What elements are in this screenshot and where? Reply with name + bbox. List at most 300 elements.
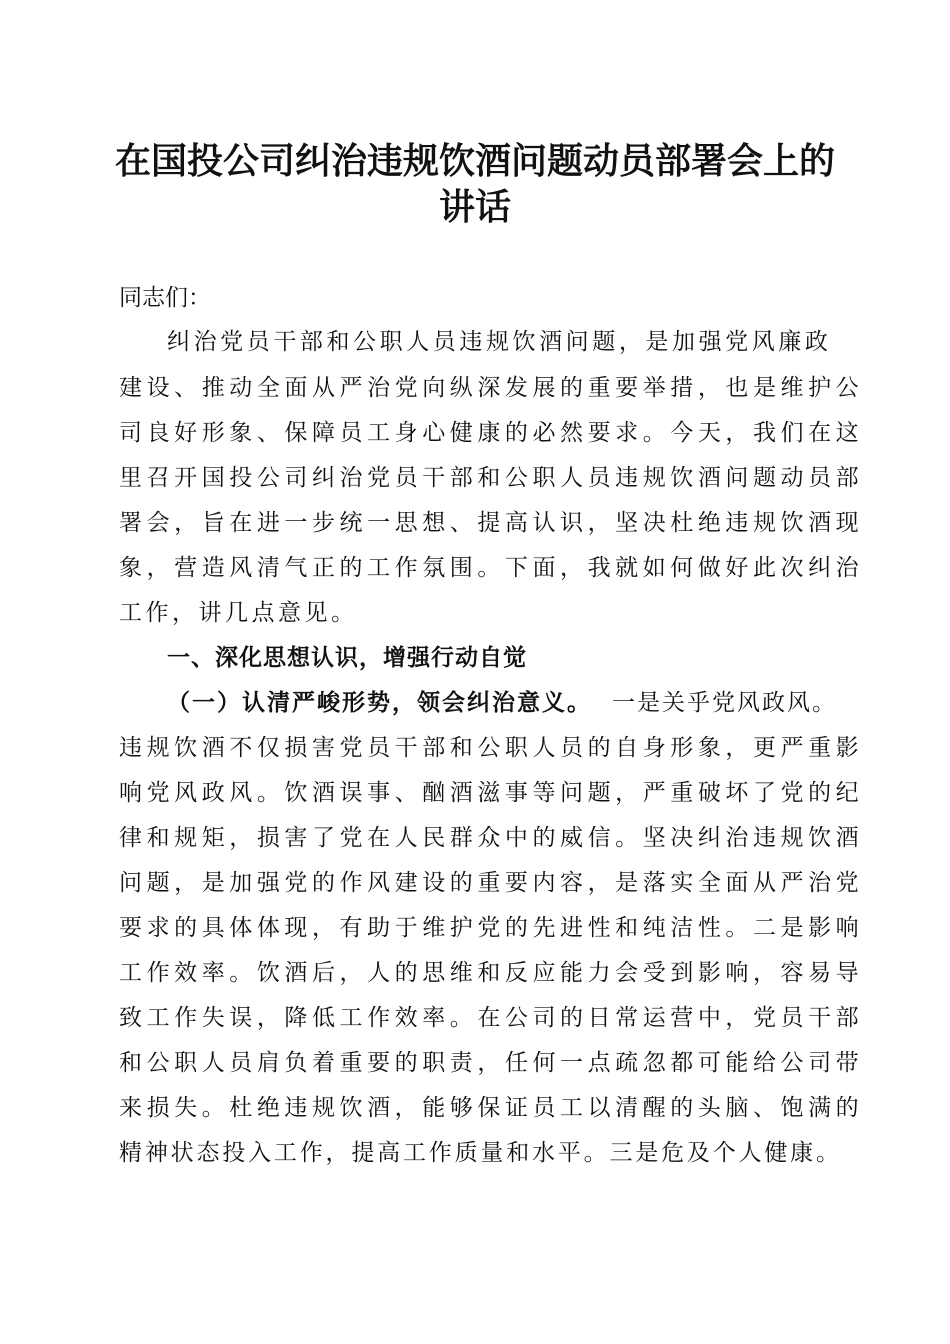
glyph: 了 (752, 780, 776, 806)
glyph: 人 (367, 960, 391, 986)
glyph: 识 (560, 510, 583, 536)
glyph: 容 (780, 960, 804, 986)
glyph: 。 (642, 420, 666, 446)
body-line (119, 996, 859, 1040)
glyph: 反 (504, 960, 528, 986)
glyph: 饮 (339, 1095, 363, 1121)
glyph: 好 (725, 555, 749, 581)
glyph: 酒 (367, 1095, 391, 1121)
body-line (119, 816, 859, 860)
glyph: 矩 (201, 825, 225, 851)
glyph: 康 (477, 420, 501, 446)
glyph: 效 (174, 960, 198, 986)
glyph: 作 (428, 1140, 452, 1166)
glyph: 工 (367, 420, 391, 446)
glyph: 体 (229, 915, 253, 941)
glyph: 着 (311, 1050, 335, 1076)
glyph: ， (394, 1095, 418, 1121)
glyph: 纯 (642, 915, 666, 941)
glyph: 党 (220, 329, 244, 355)
glyph: 民 (422, 825, 446, 851)
glyph: 风 (367, 870, 391, 896)
glyph: 酒 (201, 735, 225, 761)
glyph: 滋 (477, 780, 501, 806)
glyph: 效 (394, 1005, 418, 1031)
glyph: 影 (835, 735, 859, 761)
glyph: 重 (808, 735, 832, 761)
glyph: 工 (119, 960, 142, 986)
glyph: 纠 (697, 825, 721, 851)
glyph: 、 (256, 420, 280, 446)
glyph: 和 (477, 960, 501, 986)
glyph: 深 (477, 375, 501, 401)
glyph: 饮 (670, 465, 694, 491)
glyph: 员 (229, 1050, 253, 1076)
glyph: 误 (229, 1005, 253, 1031)
glyph: 的 (504, 915, 528, 941)
glyph: 损 (284, 735, 308, 761)
glyph: 人 (738, 1140, 762, 1166)
glyph: 失 (201, 1005, 225, 1031)
glyph: 国 (201, 465, 225, 491)
glyph: 肩 (256, 1050, 280, 1076)
glyph: 纠 (167, 329, 190, 355)
glyph: 保 (284, 420, 308, 446)
glyph: 在 (367, 825, 391, 851)
glyph: 认 (532, 510, 556, 536)
glyph: 干 (273, 329, 297, 355)
glyph: 够 (449, 1095, 473, 1121)
glyph: 饮 (780, 510, 804, 536)
glyph: 重 (477, 870, 501, 896)
paragraph-line (119, 501, 859, 545)
glyph: 高 (377, 1140, 401, 1166)
glyph: 规 (174, 825, 198, 851)
glyph: 会 (146, 510, 170, 536)
glyph: 影 (808, 915, 832, 941)
glyph: 。 (256, 780, 280, 806)
glyph: 率 (201, 960, 225, 986)
glyph: 个 (712, 1140, 736, 1166)
glyph: 职 (174, 1050, 198, 1076)
glyph: 此 (752, 555, 776, 581)
glyph: 饮 (174, 735, 198, 761)
glyph: 工 (146, 1005, 170, 1031)
glyph: 于 (394, 915, 418, 941)
glyph: 题 (592, 329, 616, 355)
glyph: 们 (780, 420, 804, 446)
glyph: 都 (670, 1050, 694, 1076)
glyph: 员 (339, 420, 363, 446)
glyph: 治 (193, 329, 217, 355)
glyph: 象 (119, 555, 142, 581)
glyph: 二 (752, 915, 776, 941)
glyph: ， (752, 960, 776, 986)
glyph: 威 (560, 825, 583, 851)
glyph: 全 (697, 870, 721, 896)
glyph: 设 (146, 375, 170, 401)
glyph: 态 (196, 1140, 220, 1166)
glyph: 。 (615, 825, 639, 851)
glyph: 饮 (512, 329, 536, 355)
subsection-heading: （一）认清严峻形势，领会纠治意义。 (167, 690, 592, 716)
glyph: 在 (808, 420, 832, 446)
glyph: 工 (402, 1140, 426, 1166)
glyph: 风 (229, 555, 253, 581)
glyph: 性 (697, 915, 721, 941)
glyph: 规 (311, 1095, 335, 1121)
glyph: 疏 (615, 1050, 639, 1076)
glyph: 心 (422, 420, 446, 446)
glyph: 中 (504, 825, 528, 851)
glyph: 响 (835, 915, 859, 941)
glyph: 杜 (229, 1095, 253, 1121)
glyph: 维 (449, 960, 473, 986)
glyph: 风 (174, 780, 198, 806)
glyph: 提 (477, 510, 501, 536)
glyph: 和 (326, 329, 350, 355)
glyph: 职 (504, 735, 528, 761)
body-line (119, 726, 859, 770)
glyph: 身 (394, 420, 418, 446)
glyph: 清 (256, 555, 280, 581)
glyph: 必 (532, 420, 556, 446)
glyph: 违 (459, 329, 483, 355)
glyph: 能 (725, 1050, 749, 1076)
glyph: 人 (406, 329, 430, 355)
glyph: 保 (477, 1095, 501, 1121)
glyph: 护 (449, 915, 473, 941)
glyph: 坚 (615, 510, 639, 536)
glyph: 面 (725, 870, 749, 896)
subsection-line (167, 681, 837, 725)
glyph: 何 (670, 555, 694, 581)
glyph: 司 (532, 1005, 556, 1031)
glyph: 在 (477, 1005, 501, 1031)
glyph: 作 (299, 1140, 323, 1166)
glyph: 及 (686, 1140, 710, 1166)
section-heading: 一、深化思想认识，增强行动自觉 (167, 645, 527, 671)
glyph: 思 (422, 960, 446, 986)
glyph: 里 (119, 465, 142, 491)
glyph: 的 (311, 870, 335, 896)
glyph: 、 (394, 780, 418, 806)
glyph: 严 (780, 870, 804, 896)
glyph: ， (339, 960, 363, 986)
glyph: 职 (379, 329, 403, 355)
glyph: 常 (615, 1005, 639, 1031)
glyph: 健 (764, 1140, 788, 1166)
glyph: 问 (560, 780, 583, 806)
glyph: 形 (201, 420, 225, 446)
glyph: 酒 (835, 825, 859, 851)
glyph: 。 (477, 555, 501, 581)
body-line (119, 771, 859, 815)
glyph: 。 (229, 960, 253, 986)
glyph: 自 (615, 735, 639, 761)
glyph: 事 (504, 780, 528, 806)
glyph: 我 (587, 555, 611, 581)
paragraph-line (119, 456, 859, 500)
glyph: 纠 (808, 555, 832, 581)
glyph: 治 (808, 870, 832, 896)
glyph: 强 (698, 329, 722, 355)
glyph: 员 (394, 465, 418, 491)
glyph: 酒 (697, 465, 721, 491)
glyph: 设 (422, 870, 446, 896)
glyph: 职 (422, 1050, 446, 1076)
glyph: 、 (449, 510, 473, 536)
glyph: 是 (615, 870, 639, 896)
glyph: 题 (752, 465, 776, 491)
glyph: 政 (804, 329, 828, 355)
glyph: 受 (642, 960, 666, 986)
glyph: ， (174, 510, 198, 536)
glyph: 治 (367, 375, 391, 401)
glyph: 仅 (256, 735, 280, 761)
glyph: ， (587, 510, 611, 536)
glyph: 提 (351, 1140, 375, 1166)
glyph: 更 (752, 735, 776, 761)
glyph: 。 (815, 1140, 839, 1166)
glyph: 统 (339, 510, 363, 536)
glyph: 酒 (808, 510, 832, 536)
glyph: 人 (532, 735, 556, 761)
glyph: 。 (201, 1095, 225, 1121)
glyph: 要 (504, 870, 528, 896)
paragraph-line (167, 320, 828, 364)
glyph: 治 (835, 555, 859, 581)
glyph: 作 (146, 960, 170, 986)
glyph: 是 (635, 1140, 659, 1166)
glyph: 治 (339, 465, 363, 491)
glyph: 证 (504, 1095, 528, 1121)
glyph: 忽 (642, 1050, 666, 1076)
glyph: 要 (119, 915, 142, 941)
glyph: 就 (615, 555, 639, 581)
glyph: 有 (339, 915, 363, 941)
glyph: ， (146, 555, 170, 581)
glyph: 全 (256, 375, 280, 401)
glyph: 旨 (201, 510, 225, 536)
glyph: 动 (780, 465, 804, 491)
glyph: ， (615, 780, 639, 806)
glyph: 干 (808, 1005, 832, 1031)
glyph: 误 (339, 780, 363, 806)
glyph: 强 (256, 870, 280, 896)
document-title-line-2: 讲话 (438, 186, 511, 228)
glyph: 事 (367, 780, 391, 806)
glyph: 的 (339, 555, 363, 581)
glyph: 干 (422, 465, 446, 491)
glyph: 的 (394, 1050, 418, 1076)
glyph: 推 (201, 375, 225, 401)
glyph: 进 (256, 510, 280, 536)
glyph: 维 (780, 375, 804, 401)
glyph: 氛 (422, 555, 446, 581)
glyph: 等 (532, 780, 556, 806)
glyph: 质 (454, 1140, 478, 1166)
glyph: 和 (449, 735, 473, 761)
glyph: 工 (367, 555, 391, 581)
glyph: 。 (583, 1140, 607, 1166)
glyph: 廉 (778, 329, 802, 355)
glyph: 先 (532, 915, 556, 941)
glyph: 身 (642, 735, 666, 761)
glyph: 严 (780, 735, 804, 761)
glyph: 的 (835, 1095, 859, 1121)
glyph: 工 (339, 1005, 363, 1031)
glyph: 部 (449, 465, 473, 491)
glyph: 水 (532, 1140, 555, 1166)
glyph: 题 (587, 780, 611, 806)
glyph: 围 (449, 555, 473, 581)
glyph: 影 (697, 960, 721, 986)
glyph: 重 (587, 375, 611, 401)
glyph: 也 (725, 375, 749, 401)
glyph: 员 (587, 465, 611, 491)
glyph: 危 (661, 1140, 685, 1166)
glyph: 。 (725, 915, 749, 941)
glyph: 求 (615, 420, 639, 446)
glyph: 责 (449, 1050, 473, 1076)
glyph: 加 (671, 329, 695, 355)
glyph: 不 (229, 735, 253, 761)
glyph: 三 (609, 1140, 633, 1166)
glyph: 饮 (808, 825, 832, 851)
glyph: 形 (670, 735, 694, 761)
glyph: 头 (697, 1095, 721, 1121)
glyph: 的 (670, 1095, 694, 1121)
glyph: 日 (587, 1005, 611, 1031)
body-line (119, 1131, 839, 1175)
glyph: 给 (752, 1050, 776, 1076)
glyph: 、 (174, 375, 198, 401)
glyph: 现 (284, 915, 308, 941)
glyph: 现 (835, 510, 859, 536)
glyph: 是 (201, 870, 225, 896)
glyph: 党 (367, 465, 391, 491)
glyph: 酒 (284, 960, 308, 986)
glyph: 公 (504, 1005, 528, 1031)
glyph: 正 (311, 555, 335, 581)
glyph: 是 (752, 375, 776, 401)
glyph: 投 (222, 1140, 246, 1166)
glyph: 害 (311, 735, 335, 761)
glyph: 做 (697, 555, 721, 581)
glyph: ， (725, 420, 749, 446)
glyph: 严 (642, 780, 666, 806)
glyph: 人 (201, 1050, 225, 1076)
glyph: 作 (339, 870, 363, 896)
glyph: 的 (394, 960, 418, 986)
glyph: 作 (367, 1005, 391, 1031)
glyph: 满 (808, 1095, 832, 1121)
glyph: 员 (246, 329, 270, 355)
glyph: 的 (504, 420, 528, 446)
glyph: ， (311, 915, 335, 941)
glyph: 清 (615, 1095, 639, 1121)
glyph: 以 (587, 1095, 611, 1121)
glyph: 和 (615, 915, 639, 941)
glyph: 营 (174, 555, 198, 581)
glyph: 员 (432, 329, 456, 355)
glyph: 规 (146, 735, 170, 761)
body-line (119, 1086, 859, 1130)
glyph: 点 (587, 1050, 611, 1076)
glyph: 规 (642, 465, 666, 491)
glyph: 要 (587, 420, 611, 446)
glyph: ， (725, 735, 749, 761)
glyph: 的 (560, 375, 583, 401)
glyph: 带 (835, 1050, 859, 1076)
glyph: 能 (560, 960, 583, 986)
glyph: 绝 (697, 510, 721, 536)
glyph: 向 (422, 375, 446, 401)
glyph: 建 (119, 375, 142, 401)
glyph: 展 (532, 375, 556, 401)
glyph: 和 (146, 825, 170, 851)
glyph: 了 (311, 825, 335, 851)
glyph: 康 (790, 1140, 814, 1166)
glyph: 群 (449, 825, 473, 851)
glyph: 入 (248, 1140, 272, 1166)
glyph: 政 (201, 780, 225, 806)
glyph: 次 (780, 555, 804, 581)
glyph: 决 (670, 825, 694, 851)
glyph: 面 (284, 375, 308, 401)
glyph: 能 (422, 1095, 446, 1121)
glyph: 的 (587, 735, 611, 761)
glyph: 状 (170, 1140, 194, 1166)
glyph: 干 (394, 735, 418, 761)
glyph: 应 (532, 960, 556, 986)
glyph: 公 (477, 735, 501, 761)
glyph: 损 (256, 825, 280, 851)
glyph: 坚 (642, 825, 666, 851)
document-title-line-1: 在国投公司纠治违规饮酒问题动员部署会上的 (114, 140, 835, 182)
glyph: 饮 (284, 780, 308, 806)
glyph: 运 (642, 1005, 666, 1031)
glyph: 今 (670, 420, 694, 446)
glyph: 员 (808, 465, 832, 491)
glyph: 一 (367, 510, 391, 536)
glyph: ， (725, 1005, 749, 1031)
glyph: 好 (174, 420, 198, 446)
glyph: 障 (311, 420, 335, 446)
glyph: 造 (201, 555, 225, 581)
glyph: 党 (284, 870, 308, 896)
glyph: 是 (645, 329, 669, 355)
glyph: 降 (284, 1005, 308, 1031)
glyph: 饮 (256, 960, 280, 986)
glyph: 要 (367, 1050, 391, 1076)
glyph: 杜 (670, 510, 694, 536)
glyph: 和 (477, 465, 501, 491)
glyph: 步 (311, 510, 335, 536)
glyph: 纵 (449, 375, 473, 401)
glyph: 下 (504, 555, 528, 581)
glyph: 党 (725, 329, 749, 355)
glyph: 思 (394, 510, 418, 536)
glyph: 党 (752, 1005, 776, 1031)
glyph: 破 (697, 780, 721, 806)
glyph: 失 (174, 1095, 198, 1121)
glyph: 易 (808, 960, 832, 986)
glyph: 题 (146, 870, 170, 896)
glyph: ， (256, 1005, 280, 1031)
glyph: 然 (560, 420, 583, 446)
